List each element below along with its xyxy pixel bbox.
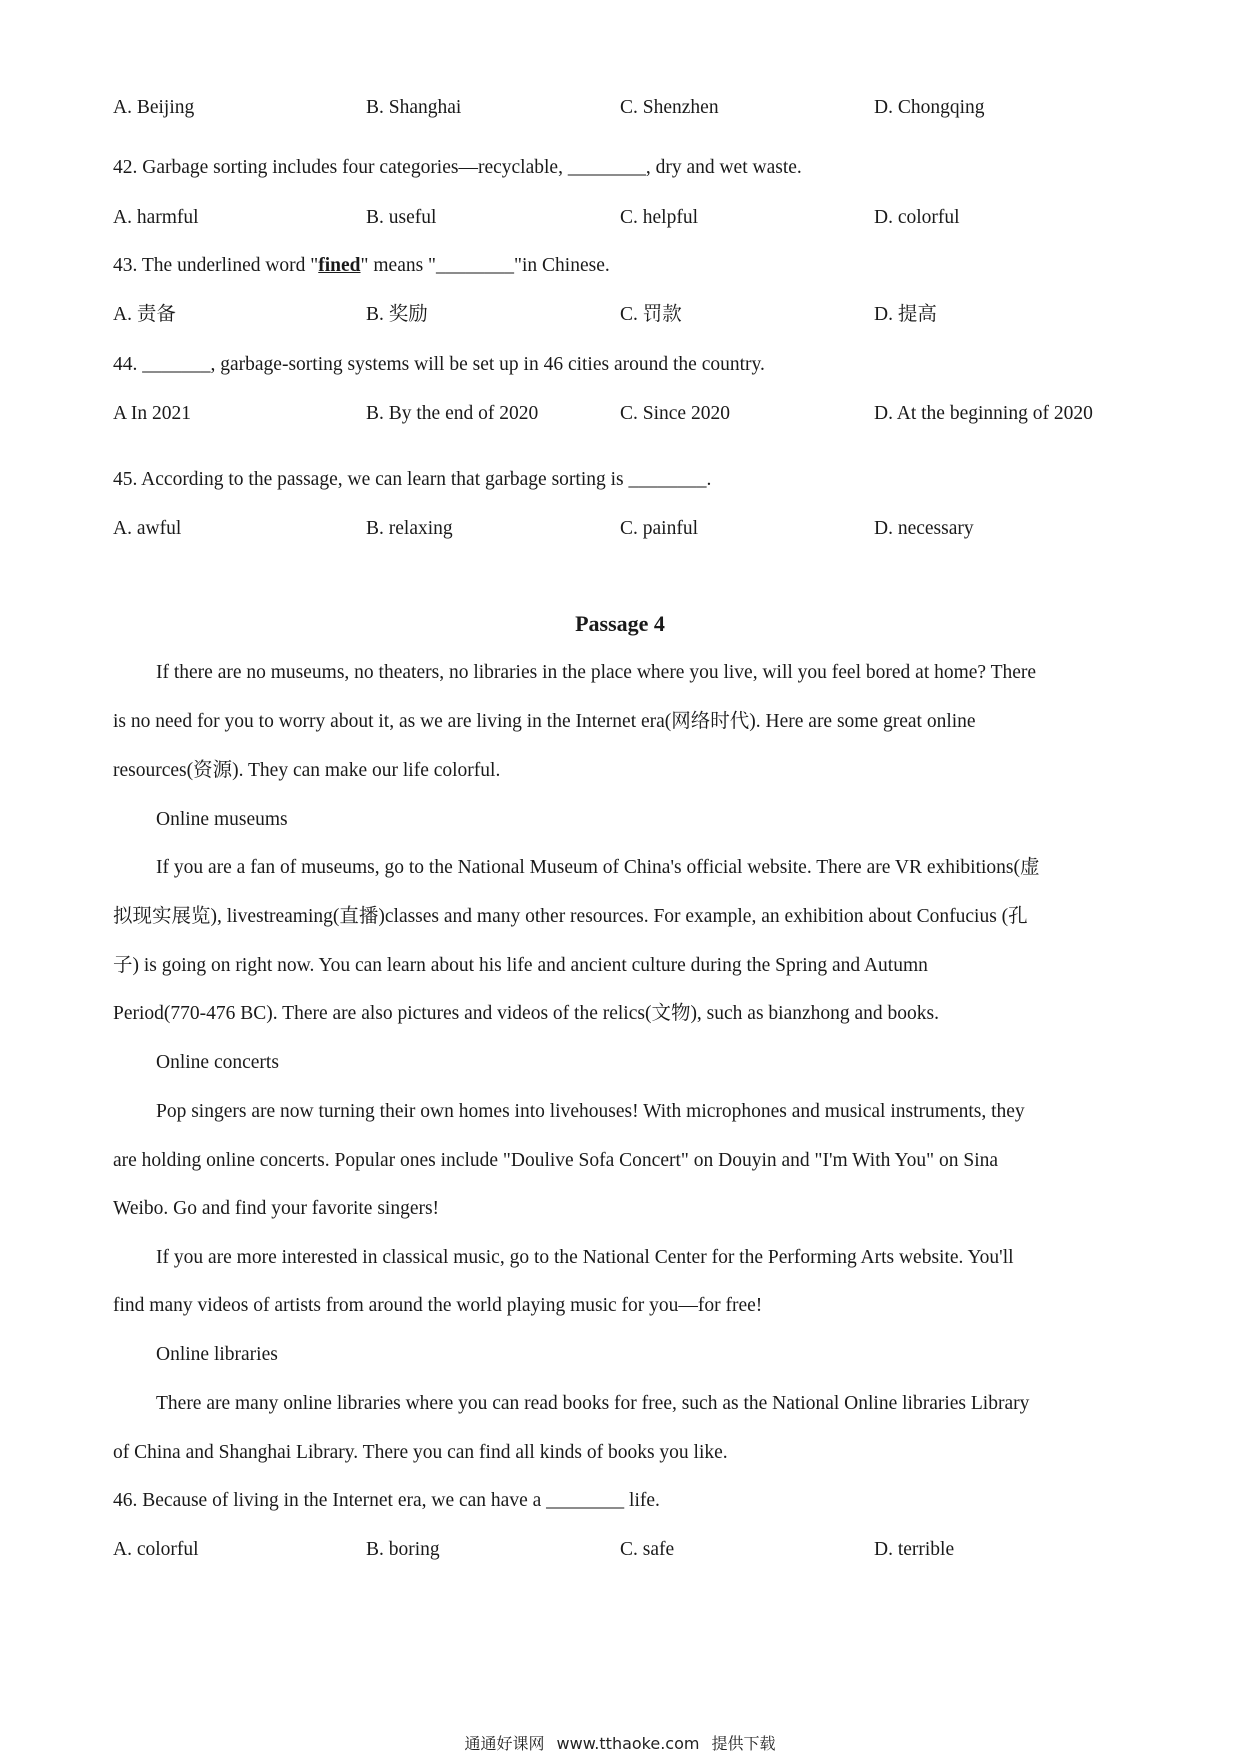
passage-line: Weibo. Go and find your favorite singers!: [113, 1198, 440, 1219]
passage-line: If you are more interested in classical music, go to the National Center for the Performing Arts website. You'll: [156, 1247, 1014, 1268]
q45-option-c: C. painful: [620, 518, 698, 539]
passage-line: There are many online libraries where you can read books for free, such as the National Online libraries Library: [156, 1393, 1030, 1414]
q43-underlined-word: fined: [318, 255, 361, 276]
q46-option-b: B. boring: [366, 1539, 440, 1560]
passage-line: If there are no museums, no theaters, no libraries in the place where you live, will you feel bored at home? There: [156, 662, 1037, 683]
q41-option-d: D. Chongqing: [874, 97, 985, 118]
q45-option-b: B. relaxing: [366, 518, 453, 539]
q42-option-a: A. harmful: [113, 207, 199, 228]
q42-option-b: B. useful: [366, 207, 437, 228]
passage-line: 拟现实展览), livestreaming(直播)classes and many other resources. For example, an exhibition about Confucius (孔: [113, 906, 1028, 927]
q41-option-b: B. Shanghai: [366, 97, 462, 118]
q46-question: 46. Because of living in the Internet era, we can have a ________ life.: [113, 1490, 660, 1511]
passage-line: 子) is going on right now. You can learn about his life and ancient culture during the Spring and Autumn: [113, 955, 928, 976]
q45-question: 45. According to the passage, we can learn that garbage sorting is ________.: [113, 469, 712, 490]
page-footer: [0, 1731, 1240, 1754]
q44-option-b: B. By the end of 2020: [366, 403, 539, 424]
passage-line: are holding online concerts. Popular ones include "Doulive Sofa Concert" on Douyin and "I'm With You" on Sina: [113, 1150, 999, 1171]
passage-line: If you are a fan of museums, go to the National Museum of China's official website. There are VR exhibitions(虚: [156, 857, 1040, 878]
q46-option-d: D. terrible: [874, 1539, 955, 1560]
passage-line: Pop singers are now turning their own homes into livehouses! With microphones and musical instruments, they: [156, 1101, 1025, 1122]
q46-option-c: C. safe: [620, 1539, 675, 1560]
section-heading-concerts: Online concerts: [156, 1052, 279, 1073]
q44-question: 44. _______, garbage-sorting systems will be set up in 46 cities around the country.: [113, 354, 765, 375]
q43-text-after: " means "________"in Chinese.: [360, 255, 610, 276]
passage-line: is no need for you to worry about it, as we are living in the Internet era(网络时代). Here are some great online: [113, 711, 976, 732]
q43-option-d: D. 提高: [874, 304, 937, 325]
q43-text-before: 43. The underlined word ": [113, 255, 319, 276]
passage-line: find many videos of artists from around the world playing music for you—for free!: [113, 1295, 763, 1316]
q42-option-d: D. colorful: [874, 207, 960, 228]
q45-option-d: D. necessary: [874, 518, 974, 539]
q41-option-a: A. Beijing: [113, 97, 195, 118]
q42-question: 42. Garbage sorting includes four categories—recyclable, ________, dry and wet waste.: [113, 157, 802, 178]
q44-option-c: C. Since 2020: [620, 403, 730, 424]
q43-question: [113, 254, 610, 278]
passage-line: of China and Shanghai Library. There you can find all kinds of books you like.: [113, 1442, 728, 1463]
q43-option-c: C. 罚款: [620, 304, 682, 325]
section-heading-museums: Online museums: [156, 809, 288, 830]
q43-option-b: B. 奖励: [366, 304, 428, 325]
footer-site-name: 通通好课网: [464, 1734, 545, 1753]
footer-note: 提供下载: [711, 1734, 776, 1753]
q46-option-a: A. colorful: [113, 1539, 199, 1560]
footer-url[interactable]: www.tthaoke.com: [556, 1734, 700, 1753]
q42-option-c: C. helpful: [620, 207, 698, 228]
q44-option-d: D. At the beginning of 2020: [874, 403, 1093, 424]
passage-title: Passage 4: [575, 611, 665, 636]
section-heading-libraries: Online libraries: [156, 1344, 278, 1365]
q44-option-a: A In 2021: [113, 403, 191, 424]
passage-line: resources(资源). They can make our life colorful.: [113, 760, 501, 781]
q45-option-a: A. awful: [113, 518, 182, 539]
q41-option-c: C. Shenzhen: [620, 97, 719, 118]
q43-option-a: A. 责备: [113, 304, 176, 325]
passage-line: Period(770-476 BC). There are also pictures and videos of the relics(文物), such as bianzhong and books.: [113, 1003, 940, 1024]
